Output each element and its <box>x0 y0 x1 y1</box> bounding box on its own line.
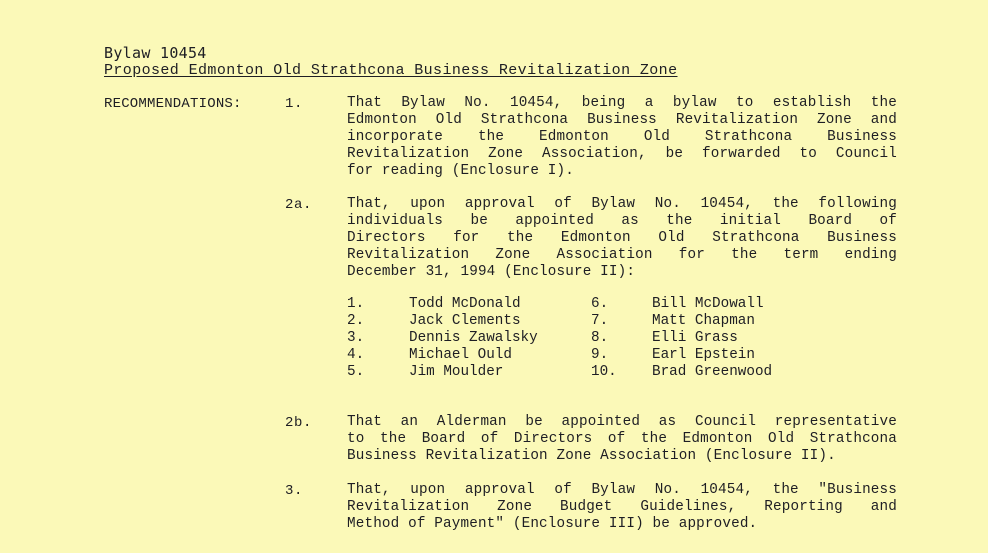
directors-list <box>347 296 807 381</box>
director-row <box>347 330 807 347</box>
director-number: 8. <box>591 330 609 346</box>
item-number-3: 3. <box>285 483 304 499</box>
director-number: 9. <box>591 347 609 363</box>
recommendation-2a-line: December 31, 1994 (Enclosure II): <box>347 264 636 280</box>
recommendation-2a-line: Revitalization Zone Association for the term ending <box>347 247 897 263</box>
recommendation-2b-line: That an Alderman be appointed as Council representative <box>347 414 897 430</box>
director-number: 6. <box>591 296 609 312</box>
director-name: Jim Moulder <box>409 364 504 380</box>
director-row <box>347 364 807 381</box>
bylaw-number: Bylaw 10454 <box>104 44 207 62</box>
director-name: Dennis Zawalsky <box>409 330 538 346</box>
bylaw-title: Proposed Edmonton Old Strathcona Business Revitalization Zone <box>104 62 678 79</box>
director-row <box>347 313 807 330</box>
item-number-2b: 2b. <box>285 415 313 431</box>
recommendation-3-line: Method of Payment" (Enclosure III) be approved. <box>347 516 758 532</box>
director-name: Bill McDowall <box>652 296 764 312</box>
director-number: 7. <box>591 313 609 329</box>
recommendation-2a-line: That, upon approval of Bylaw No. 10454, the following <box>347 196 897 212</box>
director-name: Earl Epstein <box>652 347 755 363</box>
recommendation-1-line: incorporate the Edmonton Old Strathcona Business <box>347 129 897 145</box>
recommendation-1-line: Revitalization Zone Association, be forwarded to Council <box>347 146 897 162</box>
recommendation-1-text <box>347 95 897 180</box>
director-name: Michael Ould <box>409 347 512 363</box>
director-number: 1. <box>347 296 365 312</box>
director-name: Jack Clements <box>409 313 521 329</box>
director-name: Elli Grass <box>652 330 738 346</box>
director-name: Todd McDonald <box>409 296 521 312</box>
recommendation-3-line: That, upon approval of Bylaw No. 10454, the "Business <box>347 482 897 498</box>
recommendation-3-line: Revitalization Zone Budget Guidelines, Reporting and <box>347 499 897 515</box>
item-number-1: 1. <box>285 96 304 112</box>
recommendation-2a-line: Directors for the Edmonton Old Strathcona Business <box>347 230 897 246</box>
director-number: 4. <box>347 347 365 363</box>
recommendation-2b-line: Business Revitalization Zone Association (Enclosure II). <box>347 448 836 464</box>
recommendation-2a-line: individuals be appointed as the initial Board of <box>347 213 897 229</box>
director-name: Matt Chapman <box>652 313 755 329</box>
recommendation-3-text <box>347 482 897 533</box>
recommendation-2b-line: to the Board of Directors of the Edmonton Old Strathcona <box>347 431 897 447</box>
recommendation-1-line: for reading (Enclosure I). <box>347 163 574 179</box>
recommendations-label: RECOMMENDATIONS: <box>104 96 242 112</box>
director-number: 2. <box>347 313 365 329</box>
director-number: 5. <box>347 364 365 380</box>
director-name: Brad Greenwood <box>652 364 773 380</box>
recommendation-2a-text <box>347 196 897 281</box>
director-row <box>347 347 807 364</box>
director-number: 3. <box>347 330 365 346</box>
item-number-2a: 2a. <box>285 197 313 213</box>
director-number: 10. <box>591 364 617 380</box>
recommendation-1-line: Edmonton Old Strathcona Business Revitalization Zone and <box>347 112 897 128</box>
director-row <box>347 296 807 313</box>
recommendation-2b-text <box>347 414 897 465</box>
recommendation-1-line: That Bylaw No. 10454, being a bylaw to establish the <box>347 95 897 111</box>
